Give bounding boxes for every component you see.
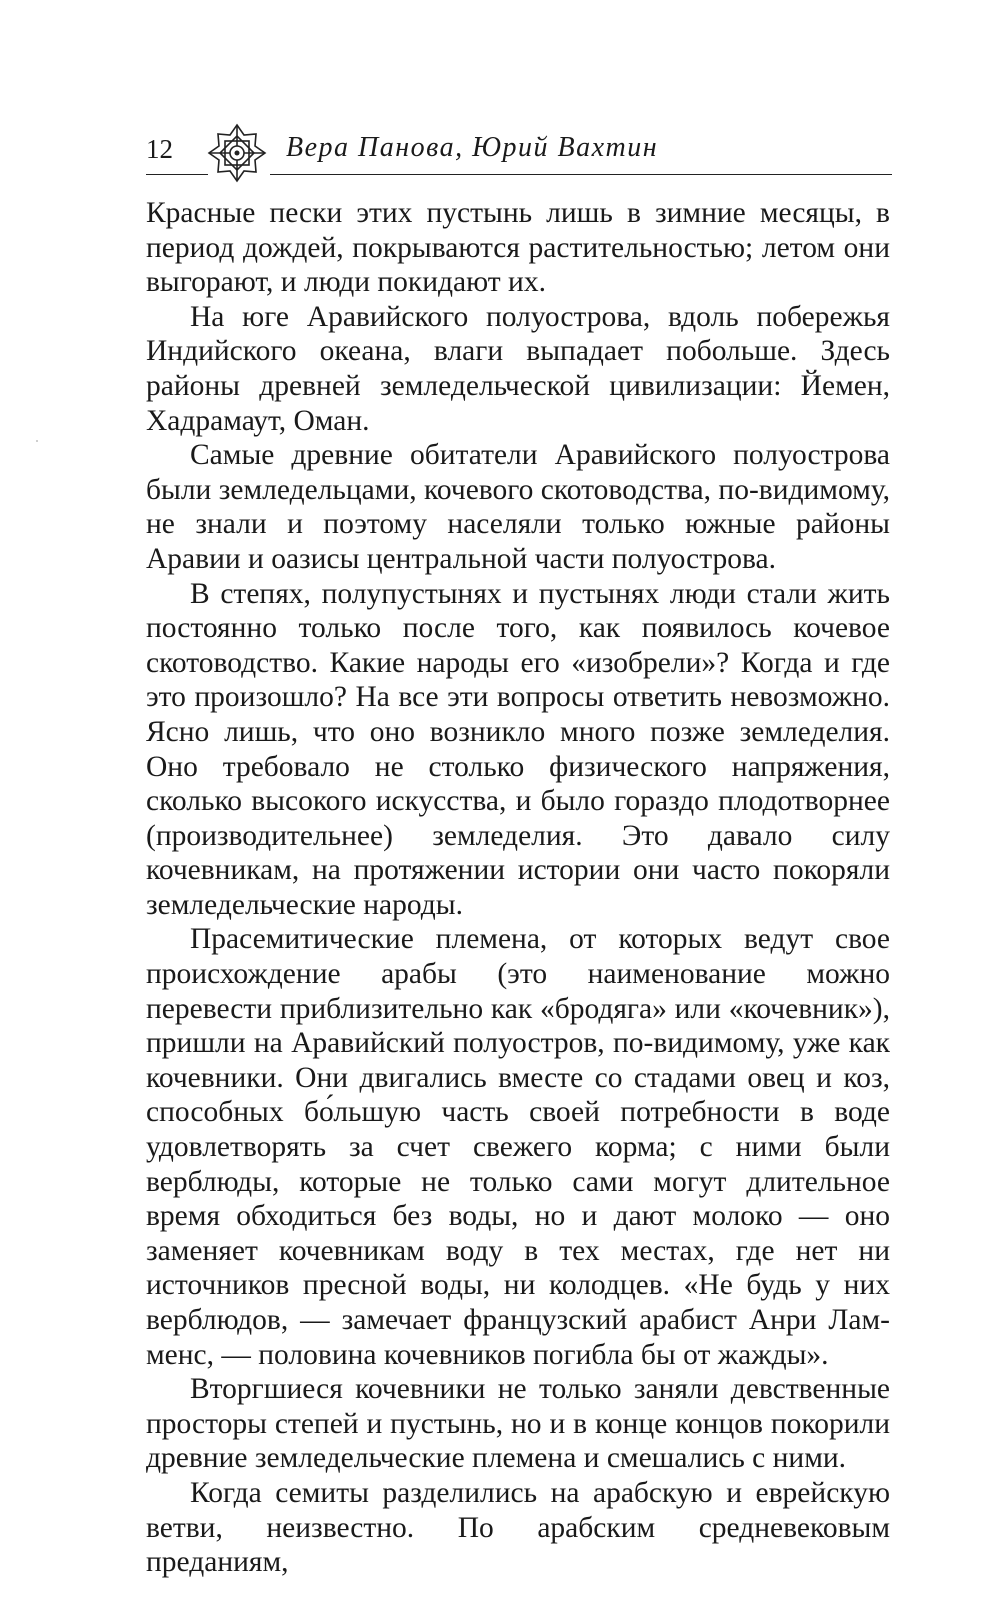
paragraph: Прасемитические племена, от которых ведут свое происхождение арабы (это наименование можно перевести приблизительно как «бродяга» или «кочевник»), пришли на Аравийский полуостров, по-видимому, уже как кочевники. Они двигались вместе со стадами овец и коз, способных бо́льшую часть своей потребности в воде удовлетворять за счет свежего корма; с ними были верблюды, которые не только сами могут длительное время обходиться без воды, но и дают молоко — оно заменяет кочевникам воду в тех местах, где нет ни источников пресной воды, ни колодцев. «Не будь у них верблюдов, — замечает французский арабист Анри Ламменс, — половина кочевников погибла бы от жажды».	[146, 923, 890, 1371]
floral-ornament-icon	[206, 122, 268, 184]
paragraph: Красные пески этих пустынь лишь в зимние месяцы, в период дождей, покрываются растительностью; летом они выгорают, и люди покидают их.	[146, 197, 890, 299]
header-rule-right	[270, 174, 892, 175]
scan-speck	[36, 440, 38, 442]
header-authors: Вера Панова, Юрий Вахтин	[286, 132, 659, 163]
paragraph: Самые древние обитатели Аравийского полуострова были земледельцами, кочевого скотоводства, по-видимому, не знали и поэтому населяли только южные районы Аравии и оазисы центральной части полуострова.	[146, 439, 890, 575]
body-text	[146, 196, 890, 1580]
paragraph: В степях, полупустынях и пустынях люди стали жить постоянно только после того, как появилось кочевое скотоводство. Какие народы его «изобрели»? Когда и где это произошло? На все эти вопросы ответить невозможно. Ясно лишь, что оно возникло много позже земледелия. Оно требовало не столько физического напряжения, сколько высокого искусства, и было гораздо плодотворнее (производительнее) земледелия. Это давало силу кочевникам, на протяжении истории они часто покоряли земледельческие народы.	[146, 577, 890, 921]
paragraph: На юге Аравийского полуострова, вдоль побережья Индийского океана, влаги выпадает побольше. Здесь районы древней земледельческой цивилизации: Йемен, Хадрамаут, Оман.	[146, 300, 890, 437]
paragraph: Вторгшиеся кочевники не только заняли девственные просторы степей и пустынь, но и в конце концов покорили древние земледельческие племена и смешались с ними.	[146, 1373, 890, 1475]
running-head	[146, 122, 892, 188]
paragraph: Когда семиты разделились на арабскую и еврейскую ветви, неизвестно. По арабским средневековым преданиям,	[146, 1476, 890, 1579]
header-rule-left	[146, 174, 208, 175]
page-number: 12	[146, 134, 173, 164]
